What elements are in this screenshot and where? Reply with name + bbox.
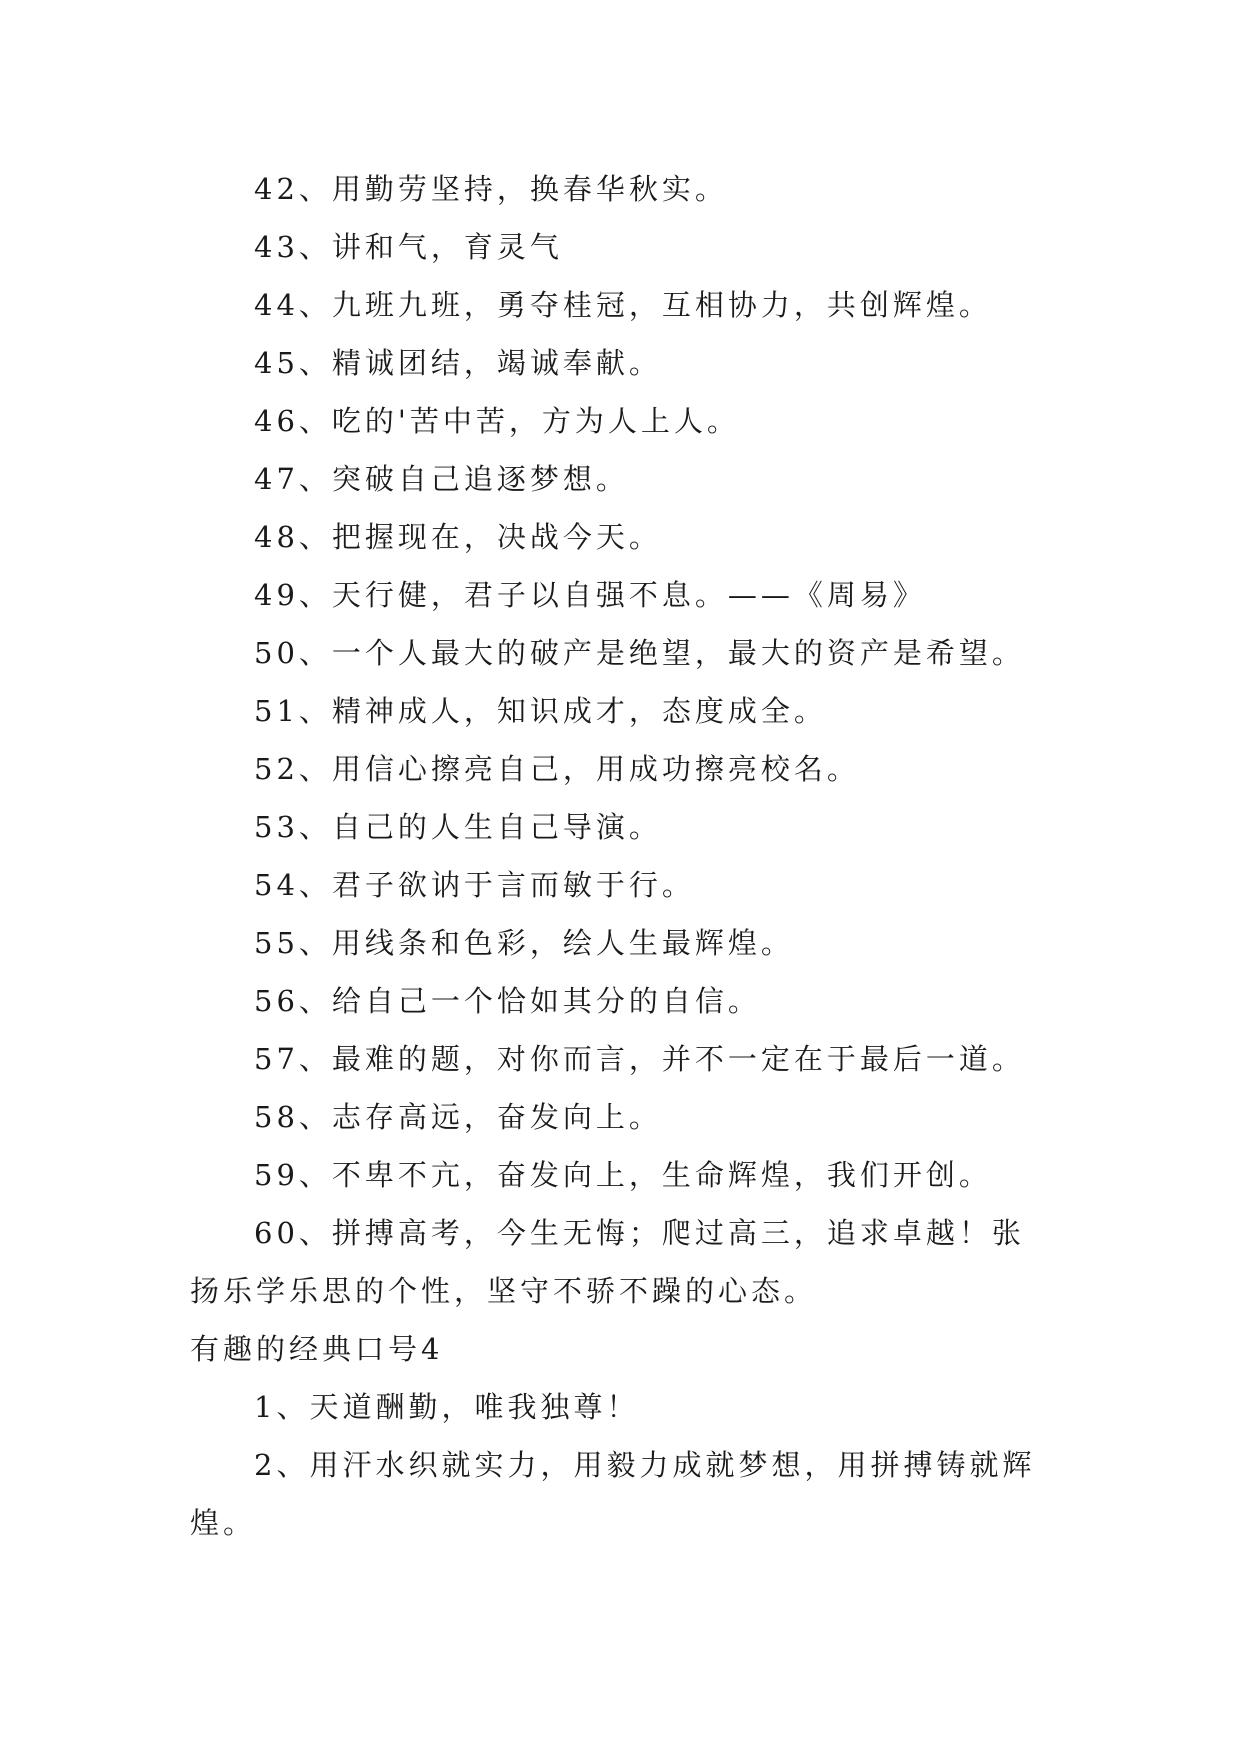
section-heading: 有趣的经典口号4 [190, 1332, 444, 1366]
list-item-57: 57、最难的题，对你而言，并不一定在于最后一道。 [254, 1042, 1025, 1076]
list-item-47: 47、突破自己追逐梦想。 [254, 462, 629, 496]
list-item-52: 52、用信心擦亮自己，用成功擦亮校名。 [254, 752, 860, 786]
list-item-45: 45、精诚团结，竭诚奉献。 [254, 346, 662, 380]
list-item-59: 59、不卑不亢，奋发向上，生命辉煌，我们开创。 [254, 1158, 992, 1192]
list-item-43: 43、讲和气，育灵气 [254, 230, 563, 264]
document-body [190, 160, 1050, 1552]
list-item-54: 54、君子欲讷于言而敏于行。 [254, 868, 695, 902]
list-item-49: 49、天行健，君子以自强不息。——《周易》 [254, 578, 926, 612]
list-item-51: 51、精神成人，知识成才，态度成全。 [254, 694, 827, 728]
list-item-60: 60、拼搏高考，今生无悔；爬过高三，追求卓越！张扬乐学乐思的个性，坚守不骄不躁的心态。 [190, 1216, 1025, 1308]
list-item-55: 55、用线条和色彩，绘人生最辉煌。 [254, 926, 794, 960]
list-item-58: 58、志存高远，奋发向上。 [254, 1100, 662, 1134]
list-item-46: 46、吃的'苦中苦，方为人上人。 [254, 404, 740, 438]
list-item-44: 44、九班九班，勇夺桂冠，互相协力，共创辉煌。 [254, 288, 992, 322]
list-item-56: 56、给自己一个恰如其分的自信。 [254, 984, 761, 1018]
list-item-2: 2、用汗水织就实力，用毅力成就梦想，用拼搏铸就辉煌。 [190, 1448, 1036, 1540]
list-item-50: 50、一个人最大的破产是绝望，最大的资产是希望。 [254, 636, 1025, 670]
list-item-53: 53、自己的人生自己导演。 [254, 810, 662, 844]
list-item-42: 42、用勤劳坚持，换春华秋实。 [254, 172, 728, 206]
list-item-1: 1、天道酬勤，唯我独尊！ [254, 1390, 640, 1424]
list-item-48: 48、把握现在，决战今天。 [254, 520, 662, 554]
